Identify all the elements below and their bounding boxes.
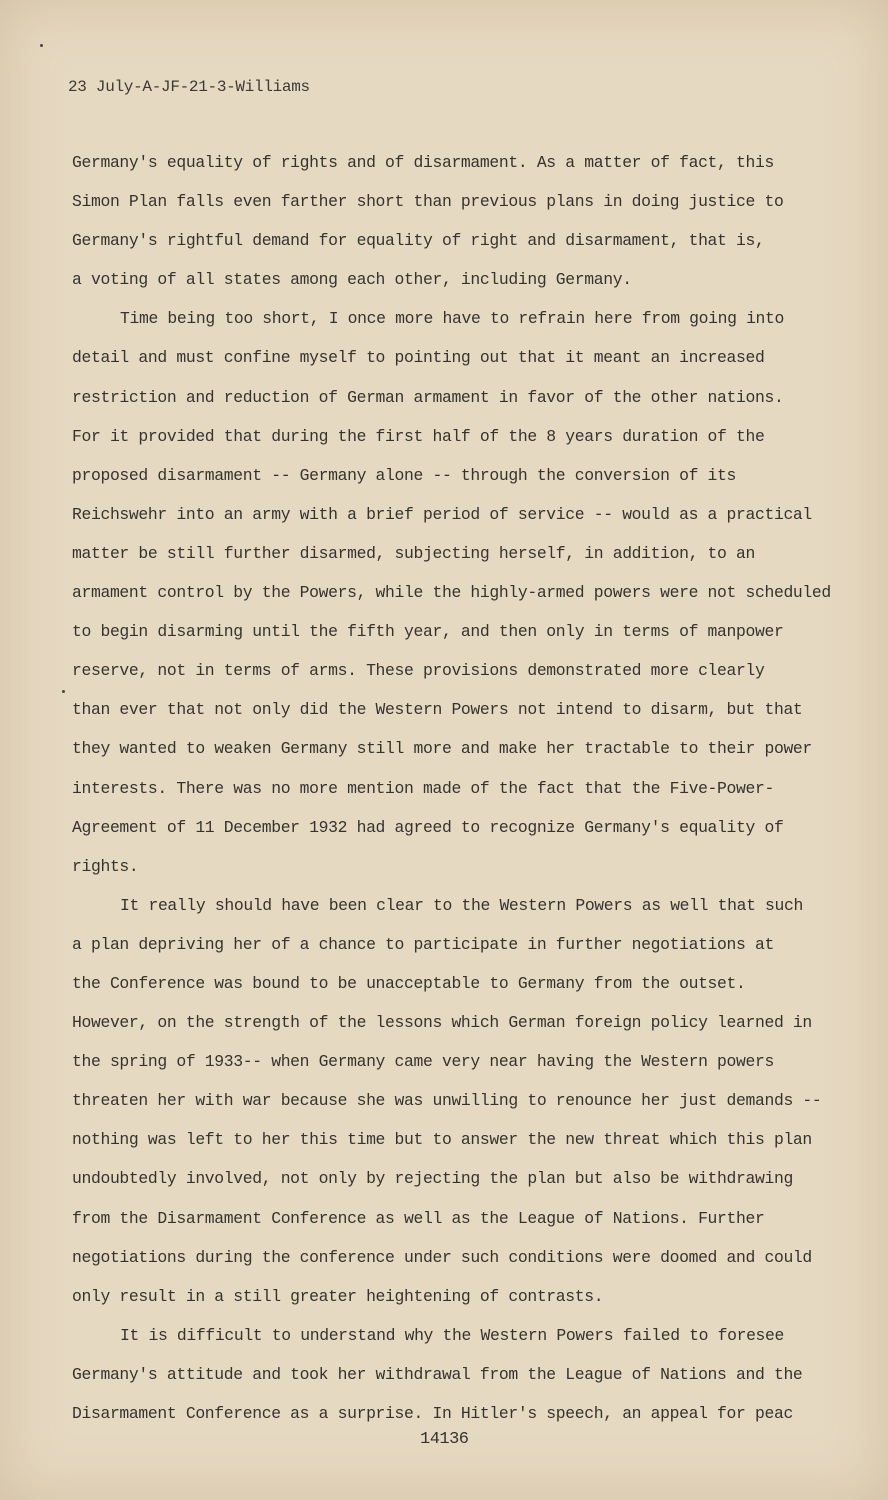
text-line: a voting of all states among each other, including Germany. xyxy=(72,270,632,290)
text-line: the spring of 1933-- when Germany came very near having the Western powers xyxy=(72,1052,774,1072)
text-line: to begin disarming until the fifth year, and then only in terms of manpower xyxy=(72,622,784,642)
ink-speck xyxy=(62,690,65,693)
text-line: nothing was left to her this time but to answer the new threat which this plan xyxy=(72,1130,812,1150)
text-line: detail and must confine myself to pointing out that it meant an increased xyxy=(72,348,765,368)
text-line: Simon Plan falls even farther short than previous plans in doing justice to xyxy=(72,192,784,212)
text-line: Germany's attitude and took her withdrawal from the League of Nations and the xyxy=(72,1364,803,1384)
text-line: reserve, not in terms of arms. These provisions demonstrated more clearly xyxy=(72,661,765,681)
paragraph-start-line: It is difficult to understand why the Western Powers failed to foresee xyxy=(120,1325,785,1345)
text-line: negotiations during the conference under such conditions were doomed and could xyxy=(72,1247,812,1267)
text-line: threaten her with war because she was unwilling to renounce her just demands -- xyxy=(72,1091,822,1111)
text-line: only result in a still greater heightening of contrasts. xyxy=(72,1286,604,1306)
text-line: matter be still further disarmed, subjecting herself, in addition, to an xyxy=(72,543,755,563)
ink-speck xyxy=(40,44,43,47)
text-line: than ever that not only did the Western Powers not intend to disarm, but that xyxy=(72,700,803,720)
text-line: Reichswehr into an army with a brief period of service -- would as a practical xyxy=(72,504,812,524)
text-line: Disarmament Conference as a surprise. In Hitler's speech, an appeal for peac xyxy=(72,1404,793,1423)
page-number: 14136 xyxy=(420,1430,469,1449)
text-line: Germany's equality of rights and of disarmament. As a matter of fact, this xyxy=(72,153,774,172)
document-reference: 23 July-A-JF-21-3-Williams xyxy=(68,78,310,96)
text-line: undoubtedly involved, not only by rejecting the plan but also be withdrawing xyxy=(72,1169,793,1189)
text-line: However, on the strength of the lessons which German foreign policy learned in xyxy=(72,1013,812,1033)
paragraph-start-line: It really should have been clear to the Western Powers as well that such xyxy=(120,895,803,915)
text-line: from the Disarmament Conference as well as the League of Nations. Further xyxy=(72,1208,765,1228)
paragraph-start-line: Time being too short, I once more have to refrain here from going into xyxy=(120,309,785,329)
body-text xyxy=(72,150,832,1440)
text-line: Agreement of 11 December 1932 had agreed to recognize Germany's equality of xyxy=(72,817,784,837)
text-line: Germany's rightful demand for equality of right and disarmament, that is, xyxy=(72,231,765,251)
text-line: proposed disarmament -- Germany alone -- through the conversion of its xyxy=(72,465,737,485)
text-line: For it provided that during the first half of the 8 years duration of the xyxy=(72,426,765,446)
text-line: a plan depriving her of a chance to participate in further negotiations at xyxy=(72,934,774,954)
text-line: interests. There was no more mention made of the fact that the Five-Power- xyxy=(72,778,774,798)
text-line: restriction and reduction of German armament in favor of the other nations. xyxy=(72,387,784,407)
text-line: rights. xyxy=(72,856,139,876)
text-line: armament control by the Powers, while the highly-armed powers were not scheduled xyxy=(72,583,831,603)
text-line: they wanted to weaken Germany still more and make her tractable to their power xyxy=(72,739,812,759)
text-line: the Conference was bound to be unacceptable to Germany from the outset. xyxy=(72,973,746,993)
